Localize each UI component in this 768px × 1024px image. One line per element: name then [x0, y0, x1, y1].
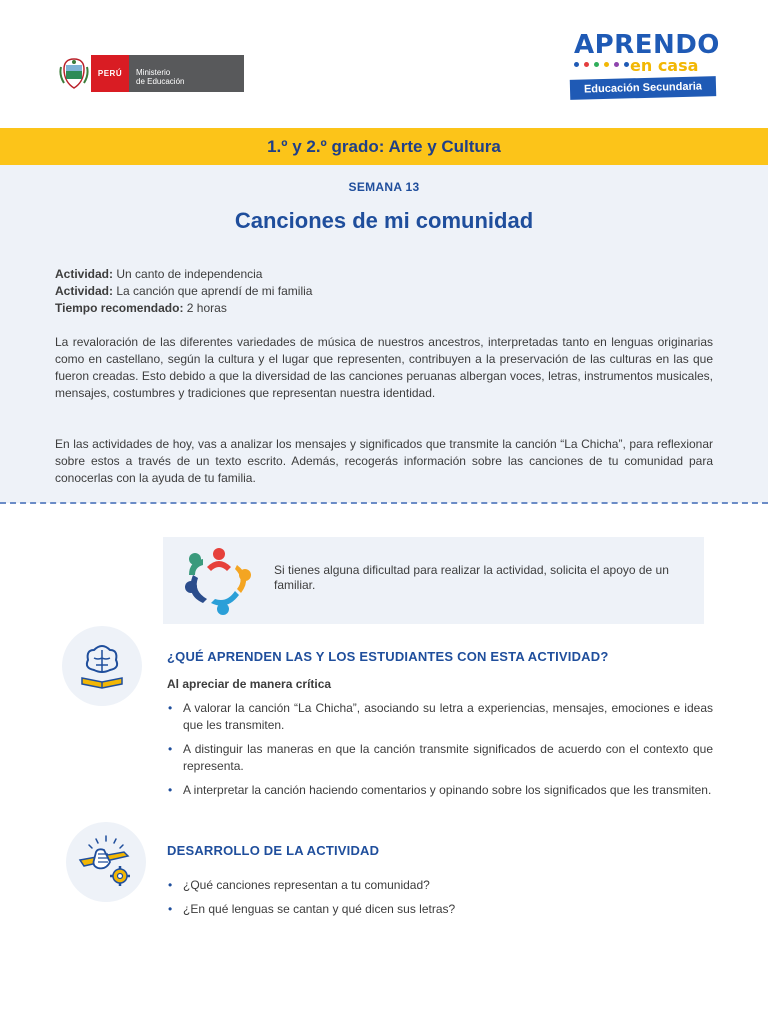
- help-text: Si tienes alguna dificultad para realizar la actividad, solicita el apoyo de un familiar.: [274, 563, 669, 592]
- meta-label: Tiempo recomendado:: [55, 301, 184, 315]
- learning-list: [167, 700, 713, 806]
- aprendo-en-casa-logo: [566, 30, 726, 102]
- list-item: • ¿Qué canciones representan a tu comunidad?: [167, 877, 713, 894]
- list-item: • ¿En qué lenguas se cantan y qué dicen sus letras?: [167, 901, 713, 918]
- page-header: [0, 0, 768, 128]
- week-label: SEMANA 13: [348, 180, 420, 194]
- intro-paragraph-1: La revaloración de las diferentes variedades de música de nuestros ancestros, interpretadas tanto en lenguas originarias como en castellano, según la cultura y el lugar que representen, contribuyen a la preservación de las culturas en las que fueron creadas. Esto debido a que la diversidad de las canciones peruanas albergan voces, letras, instrumentos musicales, mensajes, costumbres y tradiciones que representan nuestra identidad.: [55, 335, 713, 400]
- learning-subhead: Al apreciar de manera crítica: [167, 677, 332, 691]
- grade-bar: 1.º y 2.º grado: Arte y Cultura: [0, 128, 768, 165]
- page-title: Canciones de mi comunidad: [234, 208, 534, 233]
- brand-badge: Educación Secundaria: [570, 76, 716, 100]
- development-list: [167, 877, 713, 925]
- meta-value: La canción que aprendí de mi familia: [113, 284, 313, 298]
- development-section-title: DESARROLLO DE LA ACTIVIDAD: [167, 843, 380, 858]
- meta-label: Actividad:: [55, 267, 114, 281]
- intro-paragraph-2: En las actividades de hoy, vas a analizar los mensajes y significados que transmite la canción “La Chicha”, para reflexionar sobre estos a través de un texto escrito. Además, recogerás información sobre las canciones de tu comunidad para conocerlas con la ayuda de tu familia.: [55, 437, 713, 485]
- brain-book-icon: [62, 626, 142, 706]
- list-item: • A distinguir las maneras en que la canción transmite significados de acuerdo con el contexto que representa.: [167, 741, 713, 775]
- activity-meta: [55, 266, 715, 317]
- hand-pencil-gear-icon: [66, 822, 146, 902]
- dashed-divider: [0, 502, 768, 504]
- ministry-line-2: de Educación: [136, 77, 185, 86]
- ministry-label: [129, 55, 244, 92]
- meta-value: Un canto de independencia: [113, 267, 263, 281]
- peru-label: PERÚ: [91, 55, 129, 92]
- list-item: • A interpretar la canción haciendo comentarios y opinando sobre los significados que les transmiten.: [167, 782, 713, 799]
- family-circle-icon: [181, 545, 257, 617]
- brand-dots: [574, 62, 629, 67]
- government-logo: [57, 55, 244, 92]
- meta-label: Actividad:: [55, 284, 114, 298]
- list-item: • A valorar la canción “La Chicha”, asociando su letra a experiencias, mensajes, emociones e ideas que les transmiten.: [167, 700, 713, 734]
- meta-line: [55, 266, 715, 283]
- help-box: [163, 537, 704, 624]
- learning-section-title: ¿QUÉ APRENDEN LAS Y LOS ESTUDIANTES CON ESTA ACTIVIDAD?: [167, 649, 609, 664]
- brand-title: APRENDO: [574, 30, 720, 60]
- meta-line: [55, 283, 715, 300]
- ministry-line-1: Ministerio: [136, 68, 171, 77]
- meta-value: 2 horas: [183, 301, 227, 315]
- coat-of-arms-icon: [57, 55, 91, 92]
- brand-subtitle: en casa: [630, 56, 699, 75]
- meta-line: [55, 300, 715, 317]
